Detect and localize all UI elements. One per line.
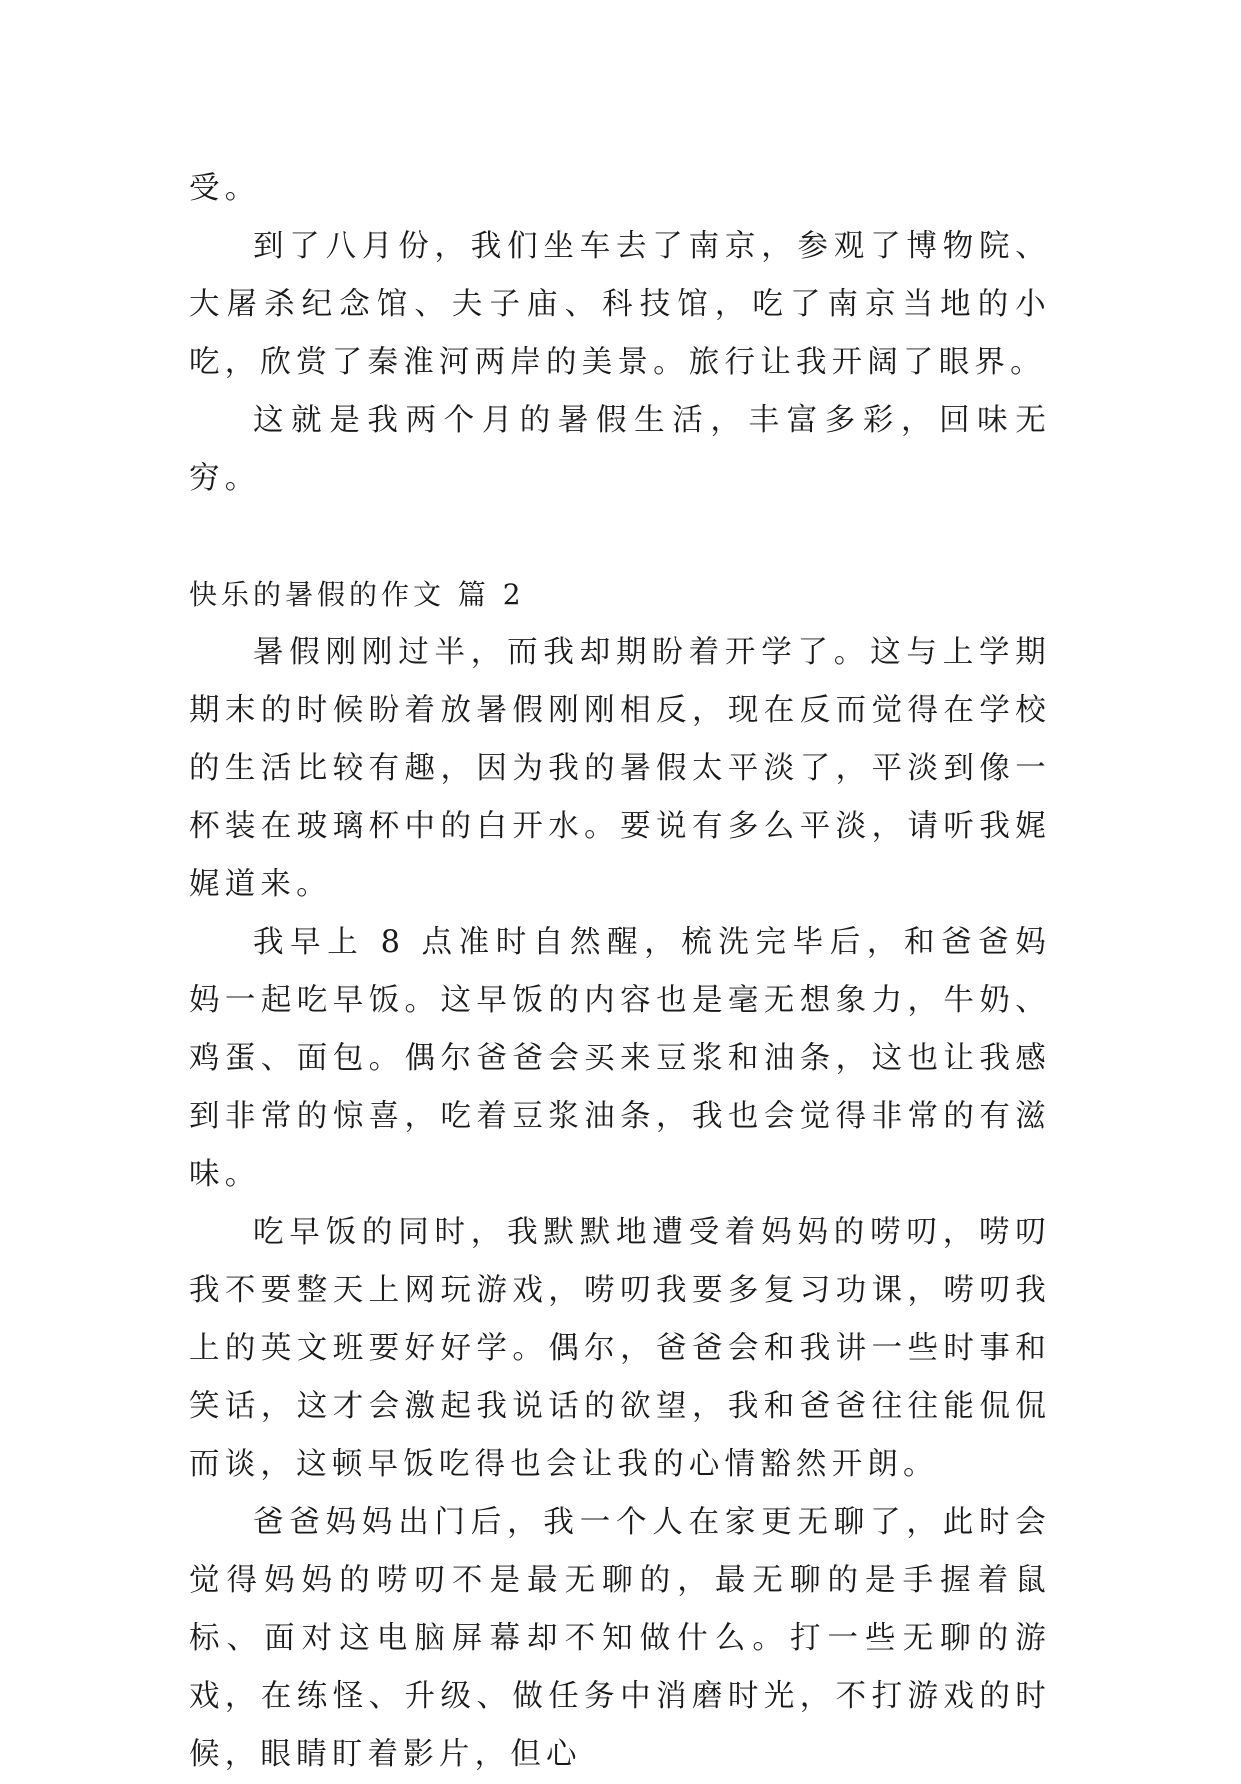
paragraph-continuation: 受。: [189, 171, 261, 206]
paragraph-nagging: 吃早饭的同时，我默默地遭受着妈妈的唠叨，唠叨我不要整天上网玩游戏，唠叨我要多复习功课，唠叨我上的英文班要好好学。偶尔，爸爸会和我讲一些时事和笑话，这才会激起我说话的欲望，我和爸爸往往能侃侃而谈，这顿早饭吃得也会让我的心情豁然开朗。: [189, 1215, 1051, 1482]
section-heading: 快乐的暑假的作文 篇 2: [189, 578, 525, 611]
document-body: [189, 160, 1051, 1784]
paragraph-intro: 暑假刚刚过半，而我却期盼着开学了。这与上学期期末的时候盼着放暑假刚刚相反，现在反而觉得在学校的生活比较有趣，因为我的暑假太平淡了，平淡到像一杯装在玻璃杯中的白开水。要说有多么平淡，请听我娓娓道来。: [189, 635, 1051, 902]
paragraph-alone-at-home: 爸爸妈妈出门后，我一个人在家更无聊了，此时会觉得妈妈的唠叨不是最无聊的，最无聊的是手握着鼠标、面对这电脑屏幕却不知做什么。打一些无聊的游戏，在练怪、升级、做任务中消磨时光，不打游戏的时候，眼睛盯着影片，但心: [189, 1505, 1051, 1772]
paragraph-breakfast: 我早上 8 点准时自然醒，梳洗完毕后，和爸爸妈妈一起吃早饭。这早饭的内容也是毫无想象力，牛奶、鸡蛋、面包。偶尔爸爸会买来豆浆和油条，这也让我感到非常的惊喜，吃着豆浆油条，我也会觉得非常的有滋味。: [189, 925, 1051, 1192]
paragraph-summary: 这就是我两个月的暑假生活，丰富多彩，回味无穷。: [189, 403, 1051, 496]
paragraph-nanjing-trip: 到了八月份，我们坐车去了南京，参观了博物院、大屠杀纪念馆、夫子庙、科技馆，吃了南京当地的小吃，欣赏了秦淮河两岸的美景。旅行让我开阔了眼界。: [189, 229, 1051, 380]
